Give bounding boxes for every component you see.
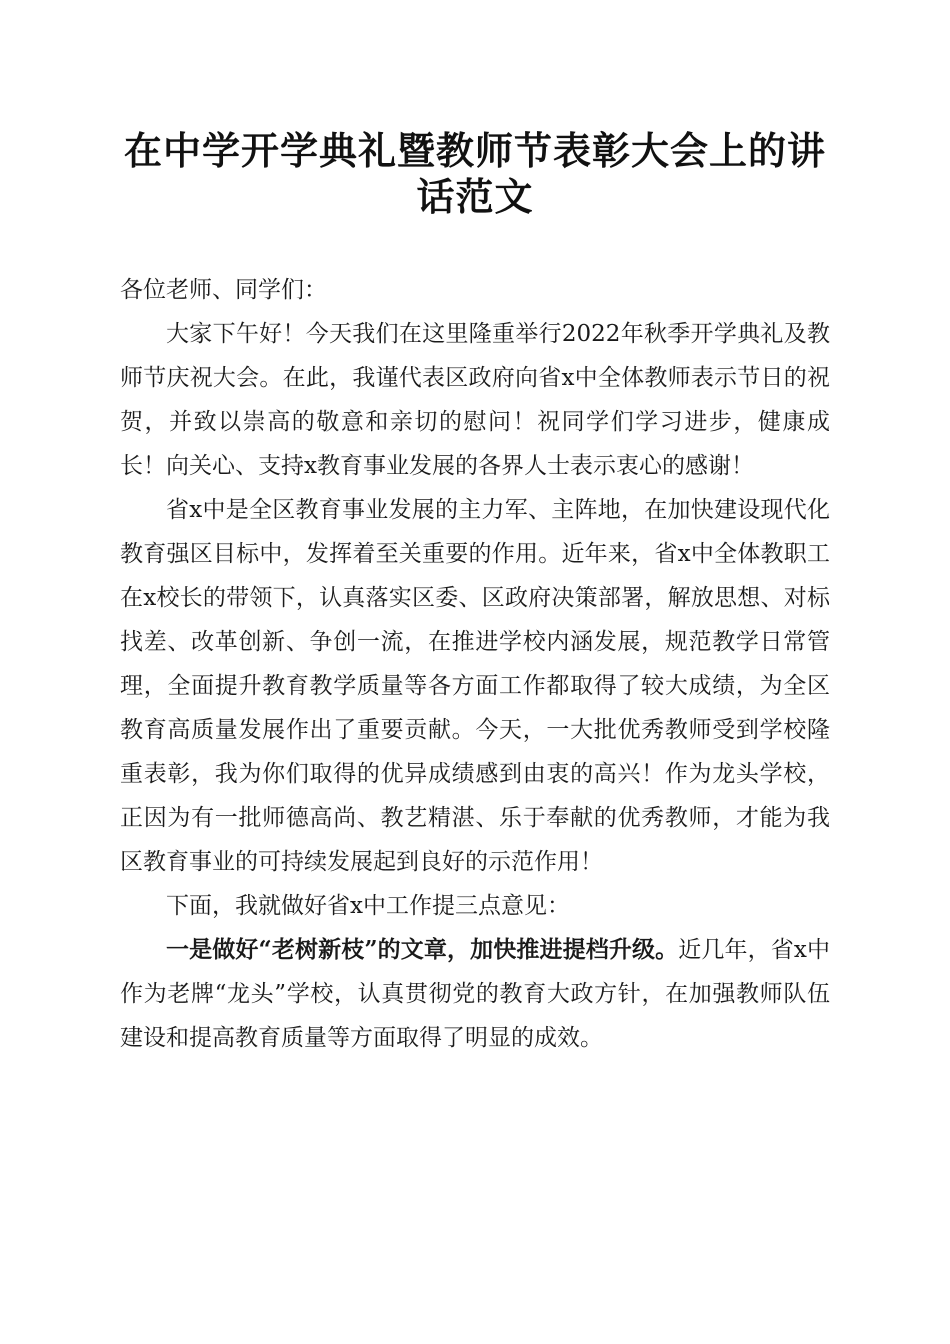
paragraph-greeting: 大家下午好！今天我们在这里隆重举行2022年秋季开学典礼及教师节庆祝大会。在此，我谨代表区政府向省x中全体教师表示节日的祝贺，并致以崇高的敬意和亲切的慰问！祝同学们学习进步，健康成长！向关心、支持x教育事业发展的各界人士表示衷心的感谢！ xyxy=(120,321,830,479)
document-body xyxy=(120,268,830,1060)
paragraph-achievements: 省x中是全区教育事业发展的主力军、主阵地，在加快建设现代化教育强区目标中，发挥着至关重要的作用。近年来，省x中全体教职工在x校长的带领下，认真落实区委、区政府决策部署，解放思想、对标找差、改革创新、争创一流，在推进学校内涵发展，规范教学日常管理，全面提升教育教学质量等各方面工作都取得了较大成绩，为全区教育高质量发展作出了重要贡献。今天，一大批优秀教师受到学校隆重表彰，我为你们取得的优异成绩感到由衷的高兴！作为龙头学校，正因为有一批师德高尚、教艺精湛、乐于奉献的优秀教师，才能为我区教育事业的可持续发展起到良好的示范作用！ xyxy=(120,497,830,875)
paragraph-point-one xyxy=(120,928,830,1060)
point-one-text: 近几年，省x中作为老牌“龙头”学校，认真贯彻党的教育大政方针，在加强教师队伍建设和提高教育质量等方面取得了明显的成效。 xyxy=(120,937,830,1051)
document-title: 在中学开学典礼暨教师节表彰大会上的讲话范文 xyxy=(123,128,826,219)
paragraph-transition: 下面，我就做好省x中工作提三点意见： xyxy=(166,893,570,919)
salutation: 各位老师、同学们： xyxy=(120,277,327,303)
point-one-heading: 一是做好“老树新枝”的文章，加快推进提档升级。 xyxy=(166,936,679,963)
